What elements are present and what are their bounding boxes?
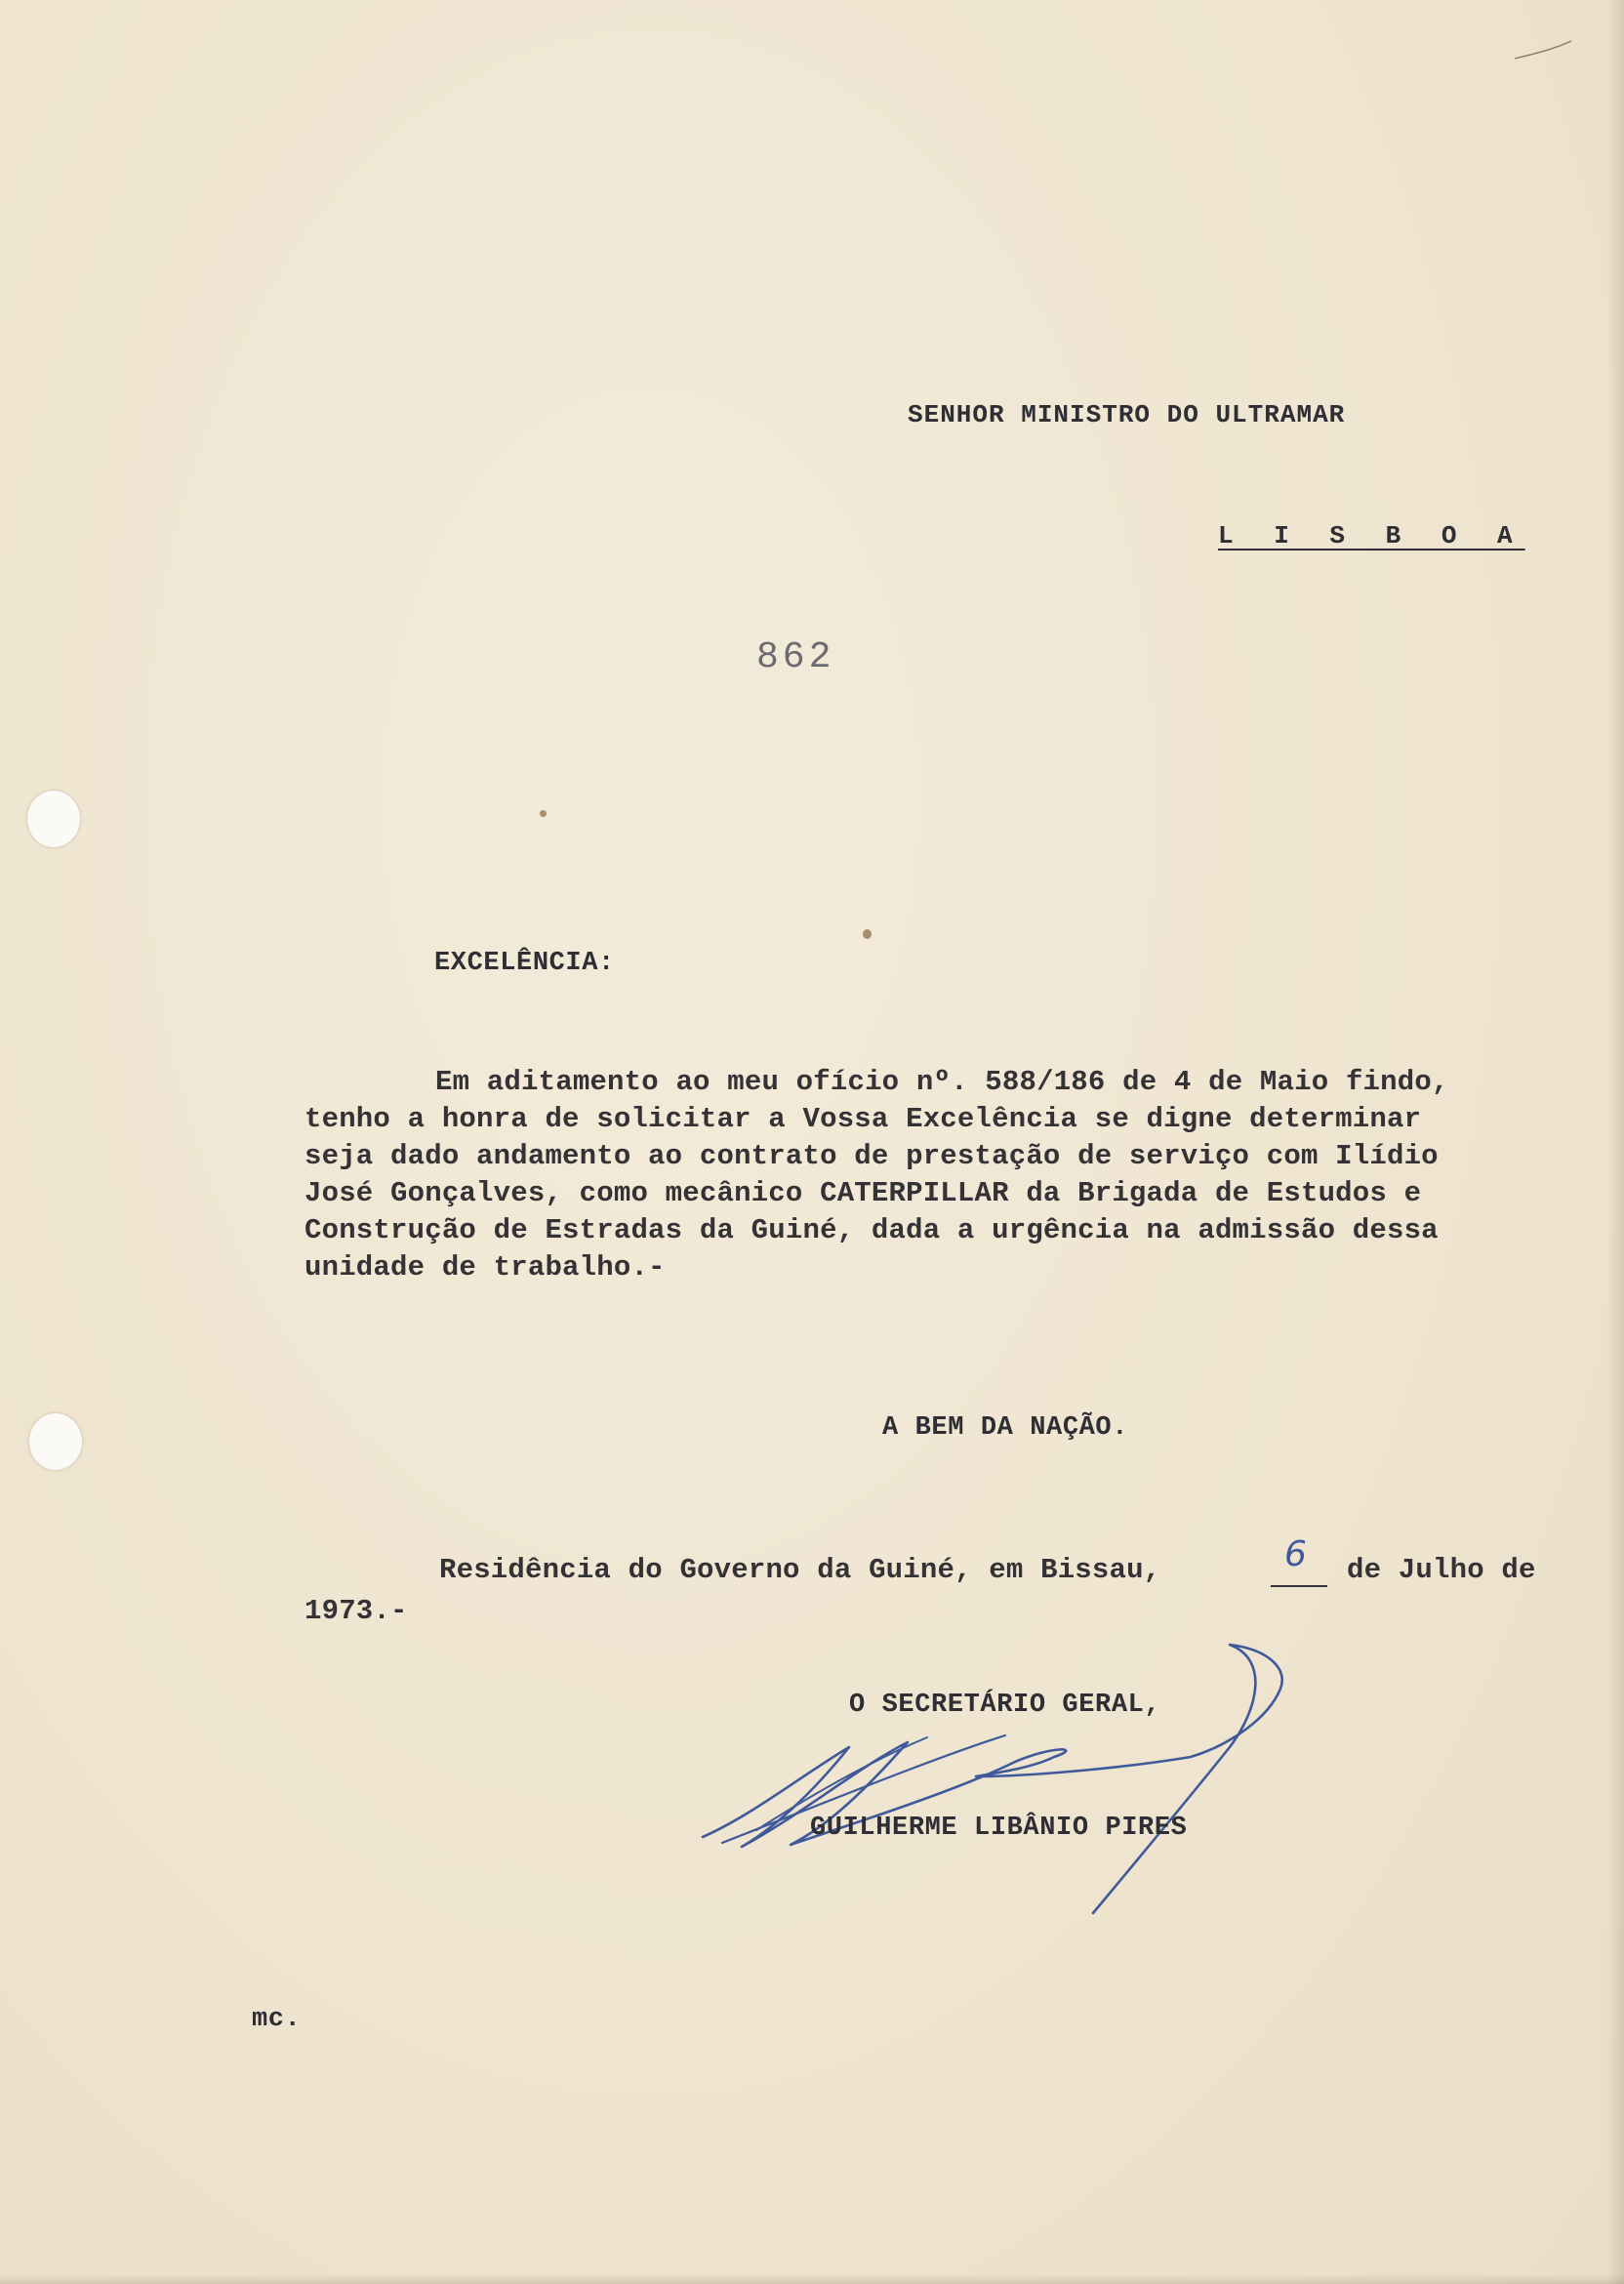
reference-number: 862 (756, 636, 835, 678)
date-line-suffix: de Julho de (1347, 1554, 1536, 1586)
recipient-city: L I S B O A (1218, 521, 1525, 551)
recipient-title: SENHOR MINISTRO DO ULTRAMAR (908, 400, 1346, 429)
date-line-year: 1973.- (304, 1595, 408, 1627)
body-line: Construção de Estradas da Guiné, dada a urgência na admissão dessa (304, 1214, 1439, 1246)
signatory-role: O SECRETÁRIO GERAL, (849, 1691, 1161, 1720)
page-edge-shadow (1606, 0, 1624, 2284)
handwritten-signature (683, 1630, 1308, 1952)
punch-hole-lower (29, 1413, 82, 1470)
date-line-prefix: Residência do Governo da Guiné, em Bissau, (439, 1554, 1161, 1586)
body-line: Em aditamento ao meu ofício nº. 588/186 de 4 de Maio findo, (435, 1066, 1449, 1098)
body-line: unidade de trabalho.- (304, 1251, 666, 1284)
corner-pencil-mark (1511, 35, 1579, 64)
salutation: EXCELÊNCIA: (434, 949, 615, 978)
typist-initials: mc. (252, 2005, 302, 2034)
paper-stain (863, 929, 872, 939)
date-blank-line (1271, 1585, 1327, 1587)
body-line: seja dado andamento ao contrato de prestação de serviço com Ilídio (304, 1140, 1439, 1172)
paper-stain (540, 810, 547, 817)
punch-hole-upper (27, 791, 80, 847)
handwritten-day: 6 (1284, 1534, 1307, 1574)
body-line: José Gonçalves, como mecânico CATERPILLAR da Brigada de Estudos e (304, 1177, 1422, 1209)
signatory-name: GUILHERME LIBÂNIO PIRES (810, 1814, 1188, 1843)
page-bottom-shadow (0, 2274, 1624, 2284)
body-line: tenho a honra de solicitar a Vossa Excelência se digne determinar (304, 1103, 1422, 1135)
closing-formula: A BEM DA NAÇÃO. (882, 1413, 1129, 1443)
